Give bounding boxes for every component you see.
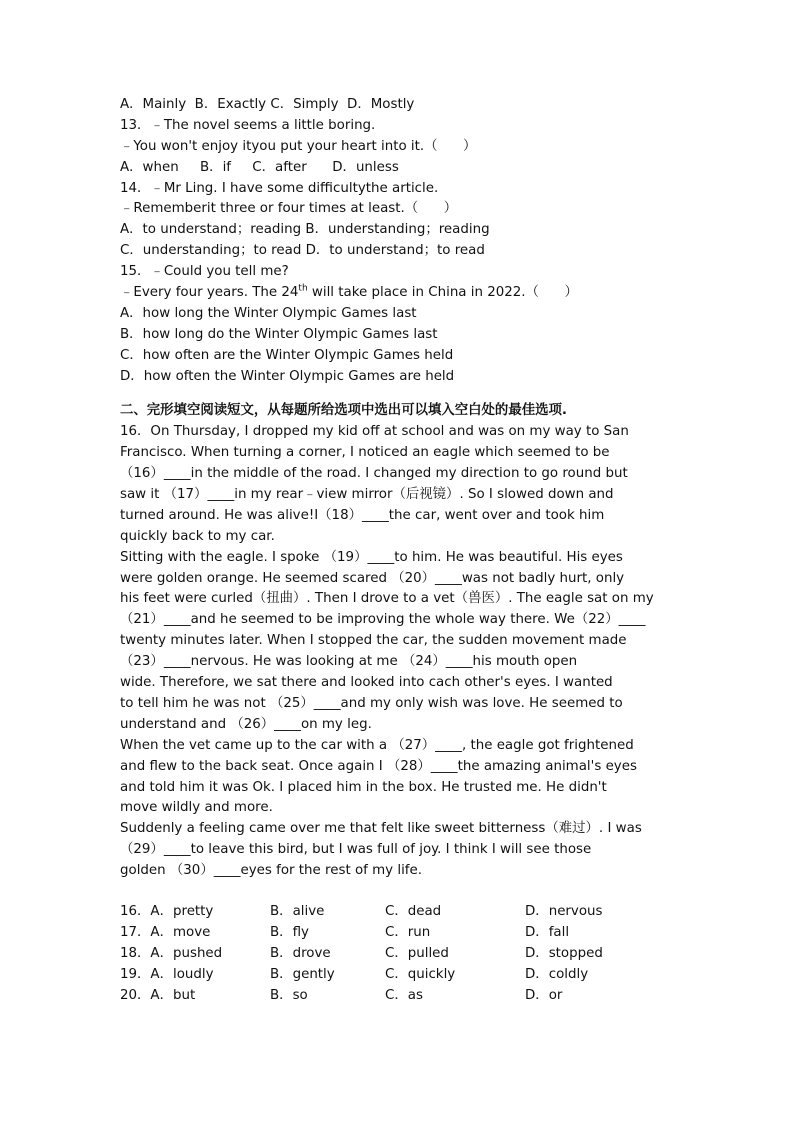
- passage-line: to tell him he was not （25）____and my only wish was love. He seemed to: [120, 695, 623, 711]
- q13-reply: ﹣You won't enjoy ityou put your heart into it.（ ）: [120, 138, 477, 154]
- q15-question: 15．﹣Could you tell me?: [120, 264, 289, 280]
- q12-options: A．Mainly B．Exactly C．Simply D．Mostly: [120, 97, 415, 112]
- section2-heading: 二、完形填空阅读短文，从每题所给选项中选出可以填入空白处的最佳选项.: [120, 403, 567, 419]
- option-a: 17．A．move: [120, 924, 211, 940]
- exam-page: [120, 95, 680, 1006]
- passage-line: （21）____and he seemed to be improving the whole way there. We（22）____: [120, 612, 646, 628]
- passage-line: （23）____nervous. He was looking at me （24）____his mouth open: [120, 654, 578, 670]
- q15-option-b: B．how long do the Winter Olympic Games last: [120, 326, 438, 342]
- option-c: C．as: [385, 987, 423, 1003]
- option-a: 18．A．pushed: [120, 945, 223, 961]
- option-c: C．pulled: [385, 945, 449, 961]
- option-row-16: [120, 902, 680, 923]
- cloze-passage: [120, 422, 680, 882]
- option-c: C．quickly: [385, 966, 456, 982]
- q15-option-d: D．how often the Winter Olympic Games are held: [120, 368, 455, 384]
- q15-reply-start: ﹣Every four years. The 24: [120, 285, 299, 301]
- answer-options: [120, 902, 680, 1006]
- passage-line: understand and （26）____on my leg.: [120, 716, 372, 732]
- passage-line: Francisco. When turning a corner, I noticed an eagle which seemed to be: [120, 445, 610, 461]
- passage-line: wide. Therefore, we sat there and looked into cach other's eyes. I wanted: [120, 675, 613, 691]
- passage-line: and flew to the back seat. Once again I （28）____the amazing animal's eyes: [120, 758, 637, 774]
- option-b: B．gently: [270, 966, 335, 982]
- passage-line: When the vet came up to the car with a （27）____, the eagle got frightened: [120, 737, 634, 753]
- option-b: B．so: [270, 987, 308, 1003]
- option-b: B．alive: [270, 903, 325, 919]
- passage-line: 16．On Thursday, I dropped my kid off at school and was on my way to San: [120, 424, 629, 440]
- option-row-17: [120, 923, 680, 944]
- option-a: 19．A．loudly: [120, 966, 214, 982]
- passage-line: and told him it was Ok. I placed him in the box. He trusted me. He didn't: [120, 779, 607, 795]
- q15-option-a: A．how long the Winter Olympic Games last: [120, 305, 417, 321]
- option-d: D．nervous: [525, 903, 603, 919]
- option-d: D．fall: [525, 924, 570, 940]
- q14-question: 14．﹣Mr Ling. I have some difficultythe article.: [120, 180, 439, 196]
- option-row-19: [120, 965, 680, 986]
- passage-line: golden （30）____eyes for the rest of my life.: [120, 863, 423, 879]
- passage-line: turned around. He was alive!I（18）____the car, went over and took him: [120, 507, 605, 523]
- q13-question: 13．﹣The novel seems a little boring.: [120, 117, 376, 133]
- option-b: B．fly: [270, 924, 309, 940]
- spacer: [120, 882, 680, 902]
- passage-line: were golden orange. He seemed scared （20）____was not badly hurt, only: [120, 570, 625, 586]
- q15-superscript: th: [298, 283, 308, 294]
- option-b: B．drove: [270, 945, 331, 961]
- option-a: 20．A．but: [120, 987, 196, 1003]
- passage-line: saw it （17）____in my rear﹣view mirror（后视镜）. So I slowed down and: [120, 487, 614, 503]
- passage-line: quickly back to my car.: [120, 528, 275, 544]
- q14-options-ab: A．to understand；reading B．understanding；reading: [120, 222, 490, 238]
- option-d: D．coldly: [525, 966, 589, 982]
- passage-line: （16）____in the middle of the road. I changed my direction to go round but: [120, 466, 628, 482]
- q14-options-cd: C．understanding；to read D．to understand；to read: [120, 243, 485, 259]
- passage-line: Suddenly a feeling came over me that felt like sweet bitterness（难过）. I was: [120, 821, 642, 837]
- q14-reply: ﹣Rememberit three or four times at least.（ ）: [120, 201, 458, 217]
- passage-line: （29）____to leave this bird, but I was full of joy. I think I will see those: [120, 842, 592, 858]
- option-row-18: [120, 944, 680, 965]
- passage-line: move wildly and more.: [120, 800, 273, 816]
- option-row-20: [120, 986, 680, 1007]
- option-a: 16．A．pretty: [120, 903, 214, 919]
- option-d: D．or: [525, 987, 563, 1003]
- option-c: C．run: [385, 924, 431, 940]
- option-d: D．stopped: [525, 945, 603, 961]
- q15-reply-end: will take place in China in 2022.（ ）: [307, 285, 578, 301]
- option-c: C．dead: [385, 903, 442, 919]
- passage-line: Sitting with the eagle. I spoke （19）____to him. He was beautiful. His eyes: [120, 549, 623, 565]
- q15-reply: [120, 283, 680, 304]
- q13-options: A．when B．if C．after D．unless: [120, 159, 399, 175]
- passage-line: twenty minutes later. When I stopped the car, the sudden movement made: [120, 633, 627, 649]
- q15-option-c: C．how often are the Winter Olympic Games held: [120, 347, 454, 363]
- spacer: [120, 387, 680, 401]
- passage-line: his feet were curled（扭曲）. Then I drove to a vet（兽医）. The eagle sat on my: [120, 591, 654, 607]
